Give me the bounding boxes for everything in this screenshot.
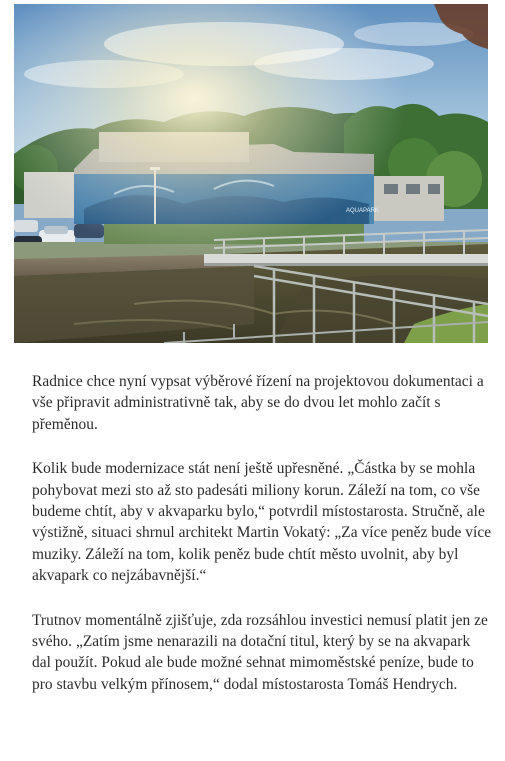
article-body bbox=[32, 371, 492, 718]
paragraph-1: Radnice chce nyní vypsat výběrové řízení na projektovou dokumentaci a vše připravit administrativně tak, aby se do dvou let mohlo začít s přeměnou. bbox=[32, 373, 484, 433]
aquapark-illustration bbox=[14, 4, 488, 343]
article-image bbox=[14, 4, 488, 343]
paragraph-2: Kolik bude modernizace stát není ještě upřesněné. „Částka by se mohla pohybovat mezi sto až sto padesáti miliony korun. Záleží na tom, co vše budeme chtít, aby v akvaparku bylo,“ potvrdil místostarosta. Stručně, ale výstižně, situaci shrnul architekt Martin Vokatý: „Za více peněz bude více muziky. Záleží na tom, kolik peněz bude chtít město uvolnit, aby byl akvapark co nejzábavnější.“ bbox=[32, 460, 492, 585]
paragraph-3: Trutnov momentálně zjišťuje, zda rozsáhlou investici nemusí platit jen ze svého. „Zatím jsme nenarazili na dotační titul, který by se na akvapark dal použít. Pokud ale bude možné sehnat mimoměstské peníze, bude to pro stavbu velkým přínosem,“ dodal místostarosta Tomáš Hendrych. bbox=[32, 611, 488, 693]
